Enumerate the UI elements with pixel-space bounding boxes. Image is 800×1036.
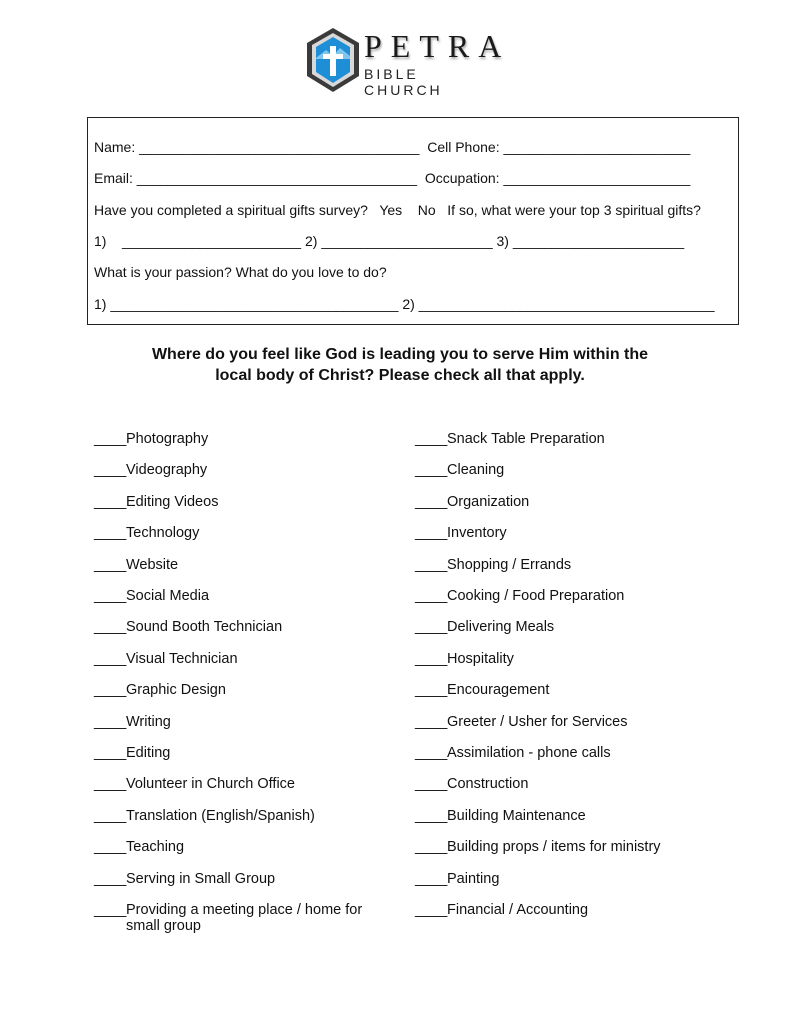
checklist-item-label: Assimilation - phone calls [447, 745, 611, 761]
checklist-item-label: Sound Booth Technician [126, 619, 283, 636]
checklist-item-label: Translation (English/Spanish) [126, 807, 315, 824]
email-occupation-row: Email: ____________________________________ Occupation: ________________________ [94, 170, 691, 186]
checklist-item-label: Graphic Design [126, 682, 226, 699]
check-blank: ____ [94, 493, 127, 510]
checklist-item-label: Cooking / Food Preparation [447, 588, 625, 604]
cross-hexagon-icon [304, 26, 362, 96]
contact-info-form [87, 117, 739, 325]
checklist-item-label: Teaching [126, 839, 185, 856]
checklist-item-label: Building Maintenance [447, 807, 586, 824]
check-blank: ____ [94, 556, 127, 573]
check-blank: ____ [415, 839, 448, 856]
check-blank: ____ [94, 462, 127, 479]
check-blank: ____ [94, 902, 127, 918]
checklist-item-label: Photography [126, 431, 209, 447]
check-blank: ____ [415, 431, 448, 447]
check-blank: ____ [94, 776, 127, 793]
checklist-item-label: Videography [126, 462, 208, 479]
check-blank: ____ [94, 682, 127, 699]
church-logo [304, 26, 511, 98]
check-blank: ____ [415, 650, 448, 667]
check-blank: ____ [415, 807, 448, 824]
check-blank: ____ [415, 776, 448, 793]
checklist-item-label: Construction [447, 776, 529, 793]
checklist-item-label: Providing a meeting place / home for small group [126, 902, 363, 934]
name-phone-row: Name: ____________________________________ Cell Phone: ________________________ [94, 139, 691, 155]
checklist-item-label: Encouragement [447, 682, 550, 699]
checklist-item-label: Editing Videos [126, 493, 219, 510]
top-gifts-blanks: 1) _______________________ 2) ______________________ 3) ______________________ [94, 233, 685, 249]
check-blank: ____ [94, 807, 127, 824]
check-blank: ____ [94, 619, 127, 636]
check-blank: ____ [415, 870, 448, 887]
check-blank: ____ [415, 619, 448, 636]
checklist-item-label: Shopping / Errands [447, 556, 572, 573]
check-blank: ____ [415, 682, 448, 699]
serve-heading-line-1: Where do you feel like God is leading you to serve Him within the [151, 346, 649, 363]
check-blank: ____ [415, 493, 448, 510]
check-blank: ____ [94, 870, 127, 887]
checklist-item-label: Inventory [447, 525, 507, 542]
check-blank: ____ [415, 525, 448, 542]
checklist-item-label: Building props / items for ministry [447, 839, 661, 856]
check-blank: ____ [94, 525, 127, 542]
check-blank: ____ [94, 650, 127, 667]
check-blank: ____ [94, 713, 127, 730]
checklist-item-label: Visual Technician [126, 650, 238, 667]
check-blank: ____ [415, 462, 448, 479]
check-blank: ____ [94, 745, 127, 761]
logo-subtitle: BIBLE CHURCH [364, 66, 443, 98]
passion-blanks: 1) _____________________________________ 2) ______________________________________ [94, 296, 715, 312]
check-blank: ____ [415, 588, 448, 604]
checklist-item-label: Writing [126, 713, 171, 730]
check-blank: ____ [94, 839, 127, 856]
checklist-item-label: Serving in Small Group [126, 870, 276, 887]
checklist-item-label: Delivering Meals [447, 619, 555, 636]
check-blank: ____ [415, 745, 448, 761]
check-blank: ____ [415, 902, 448, 918]
checklist-item-label: Painting [447, 870, 500, 887]
serve-heading-line-2: local body of Christ? Please check all that apply. [215, 367, 585, 384]
checklist-item-label: Hospitality [447, 650, 514, 667]
checklist-item-label: Technology [126, 525, 200, 542]
checklist-item-label: Volunteer in Church Office [126, 776, 295, 793]
checklist-item-label: Cleaning [447, 462, 505, 479]
checklist-item-label: Social Media [126, 588, 210, 604]
check-blank: ____ [94, 588, 127, 604]
checklist-item-label: Organization [447, 493, 530, 510]
serve-heading [0, 344, 800, 386]
checklist-item-label: Financial / Accounting [447, 902, 589, 918]
checklist-item-label: Website [126, 556, 179, 573]
passion-question: What is your passion? What do you love to do? [94, 264, 387, 280]
check-blank: ____ [94, 431, 127, 447]
logo-wordmark: PETRA [364, 28, 511, 64]
check-blank: ____ [415, 556, 448, 573]
checklist-item-label: Snack Table Preparation [447, 431, 605, 447]
spiritual-gifts-question: Have you completed a spiritual gifts survey? Yes No If so, what were your top 3 spiritual gifts? [94, 202, 701, 218]
checklist-item-label: Greeter / Usher for Services [447, 713, 628, 730]
check-blank: ____ [415, 713, 448, 730]
checklist-item-label: Editing [126, 745, 171, 761]
